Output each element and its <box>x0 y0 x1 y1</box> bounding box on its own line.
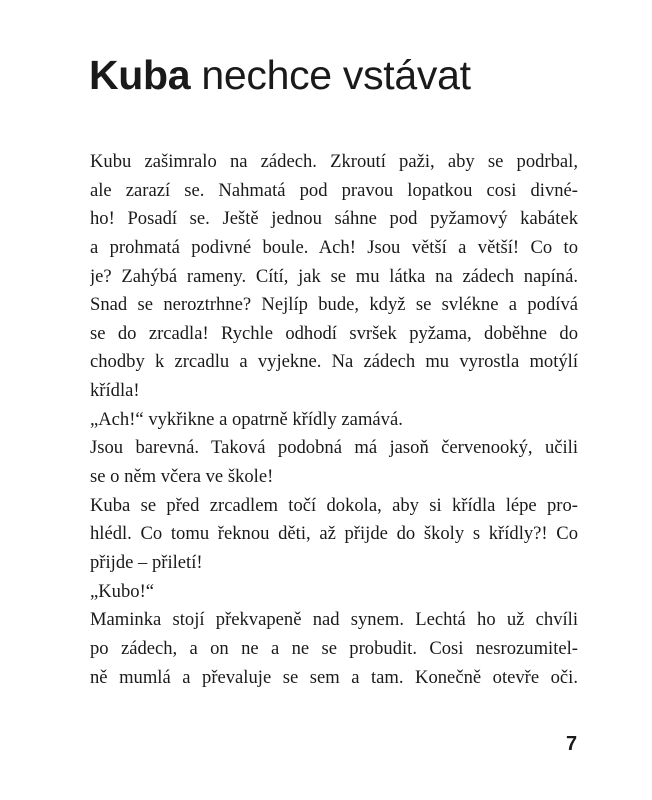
text-line: Kuba se před zrcadlem točí dokola, aby si křídla lépe pro- <box>90 494 578 516</box>
text-line: ale zarazí se. Nahmatá pod pravou lopatkou cosi divné- <box>90 179 578 201</box>
text-line: se do zrcadla! Rychle odhodí svršek pyžama, doběhne do <box>90 322 578 344</box>
chapter-title-rest: nechce vstávat <box>190 52 471 98</box>
text-line: „Ach!“ vykřikne a opatrně křídly zamává. <box>90 408 403 430</box>
chapter-title-bold: Kuba <box>89 52 191 98</box>
text-line: a prohmatá podivné boule. Ach! Jsou větší a větší! Co to <box>90 236 578 258</box>
body-text <box>90 148 578 692</box>
text-line: křídla! <box>90 380 140 402</box>
text-line: Kubu zašimralo na zádech. Zkroutí paži, aby se podrbal, <box>90 151 578 172</box>
text-line: Snad se neroztrhne? Nejlíp bude, když se svlékne a podívá <box>90 294 578 316</box>
text-line: ně mumlá a převaluje se sem a tam. Konečně otevře oči. <box>90 666 578 688</box>
text-line: po zádech, a on ne a ne se probudit. Cosi nesrozumitel- <box>90 637 578 659</box>
text-line: Jsou barevná. Taková podobná má jasoň červenooký, učili <box>90 437 578 459</box>
text-line: chodby k zrcadlu a vyjekne. Na zádech mu vyrostla motýlí <box>90 351 578 373</box>
text-line: se o něm včera ve škole! <box>90 466 274 488</box>
text-line: Maminka stojí překvapeně nad synem. Lechtá ho už chvíli <box>90 609 578 631</box>
text-line: je? Zahýbá rameny. Cítí, jak se mu látka na zádech napíná. <box>90 265 578 287</box>
chapter-title <box>89 50 471 100</box>
text-line: „Kubo!“ <box>90 580 155 602</box>
text-line: hlédl. Co tomu řeknou děti, až přijde do školy s křídly?! Co <box>90 523 578 545</box>
text-line: přijde – přiletí! <box>90 551 203 573</box>
page-number: 7 <box>566 733 578 755</box>
text-line: ho! Posadí se. Ještě jednou sáhne pod pyžamový kabátek <box>90 208 578 230</box>
